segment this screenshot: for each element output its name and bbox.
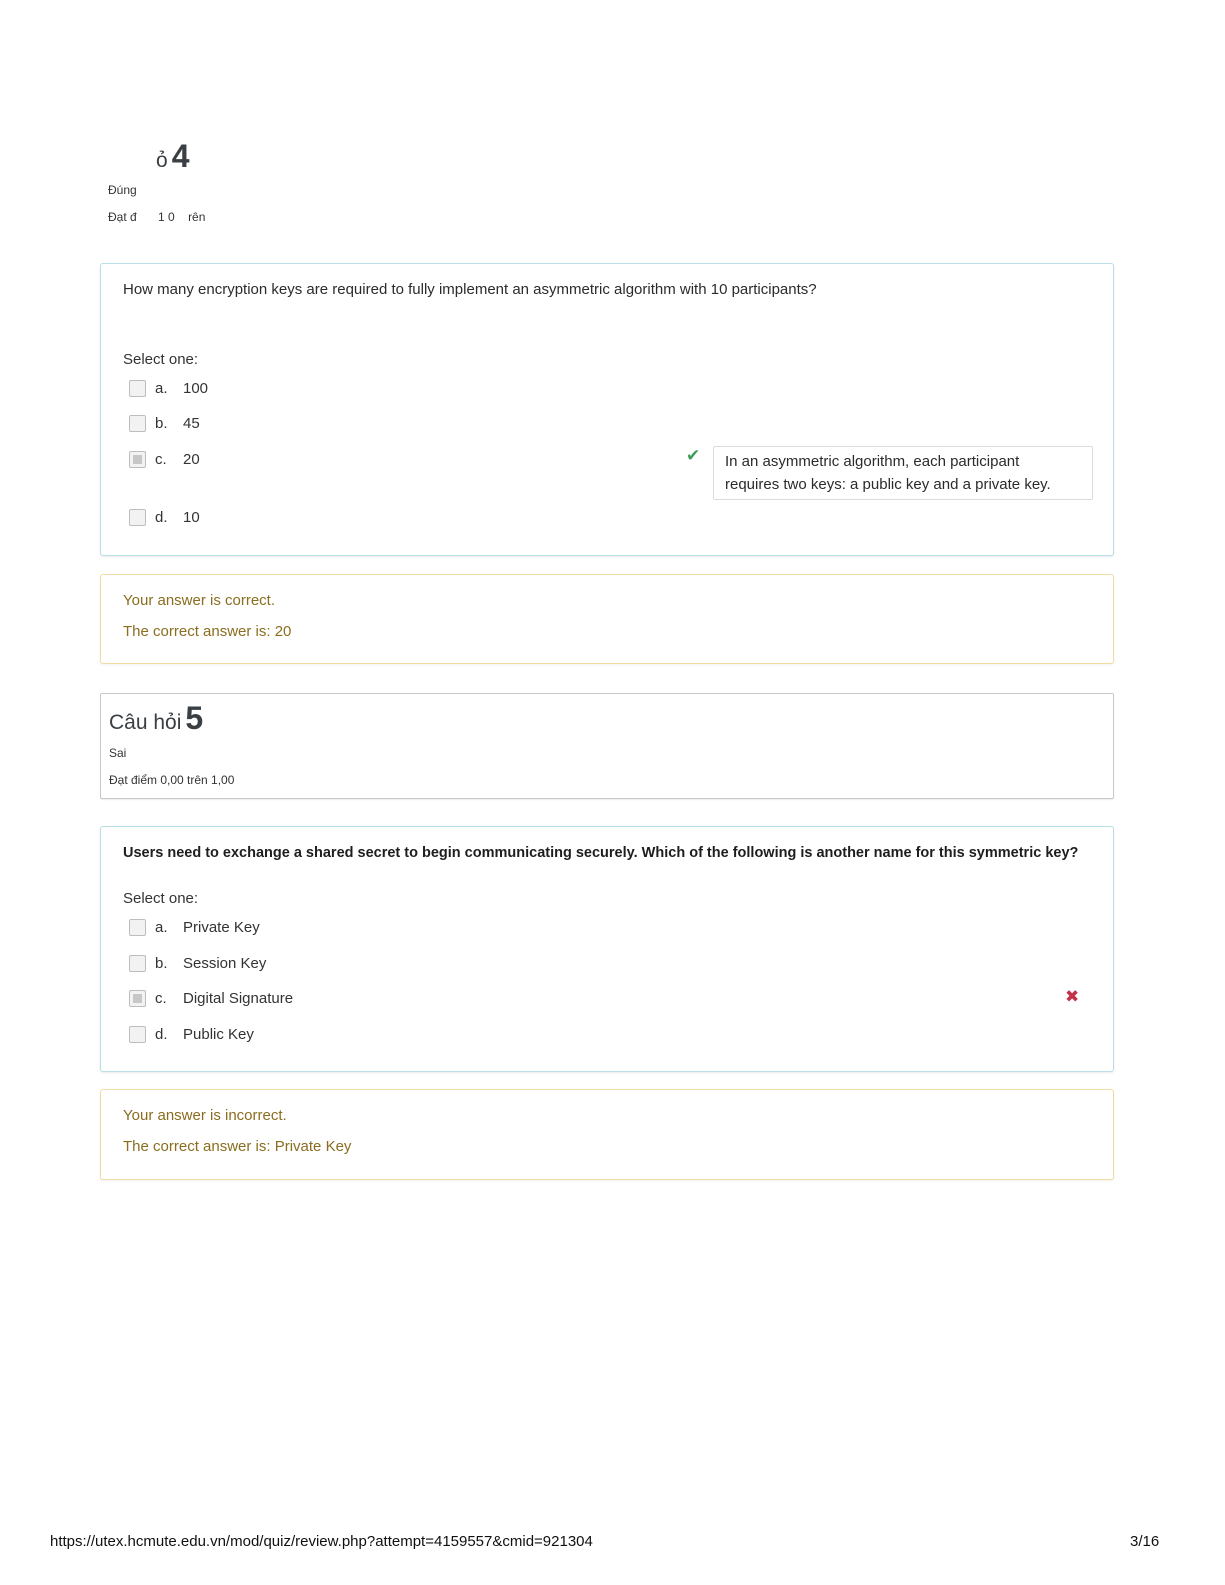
option-label: Digital Signature [183, 989, 294, 1007]
question-4-title-prefix: ỏ [156, 149, 168, 172]
question-5-option-c[interactable] [129, 987, 293, 1009]
feedback-line: requires two keys: a public key and a private key. [725, 476, 1051, 493]
question-5-state: Sai [109, 746, 127, 760]
question-5-info [100, 693, 1114, 799]
question-5-prompt: Select one: [123, 890, 199, 907]
question-4-grade-value: 1 0 [158, 210, 175, 224]
option-letter: c. [155, 989, 167, 1007]
radio-button[interactable] [129, 955, 146, 972]
question-5-text: Users need to exchange a shared secret to begin communicating securely. Which of the following is another name for this symmetric key? [123, 845, 1079, 861]
option-letter: b. [155, 954, 168, 972]
option-letter: a. [155, 918, 168, 936]
question-5-formulation [100, 826, 1114, 1072]
question-4-grade [108, 210, 205, 224]
option-letter: a. [155, 379, 168, 397]
radio-button[interactable] [129, 380, 146, 397]
question-4-state: Đúng [108, 183, 137, 197]
question-5-number: 5 [185, 700, 204, 736]
question-4-info [100, 138, 1114, 230]
question-4-specific-feedback [713, 446, 1093, 500]
question-4-option-a[interactable] [129, 377, 208, 399]
option-label: Public Key [183, 1025, 254, 1043]
question-5-option-d[interactable] [129, 1023, 254, 1045]
question-4-grade-suffix: rên [188, 210, 206, 224]
outcome-status: Your answer is incorrect. [123, 1107, 287, 1124]
option-label: Private Key [183, 918, 260, 936]
question-4-outcome [100, 574, 1114, 664]
check-icon: ✔ [686, 446, 701, 465]
question-5-title [109, 700, 203, 737]
question-4-title [156, 138, 189, 175]
radio-button[interactable] [129, 509, 146, 526]
radio-button[interactable] [129, 919, 146, 936]
outcome-status: Your answer is correct. [123, 592, 276, 609]
option-letter: d. [155, 1025, 168, 1043]
radio-button[interactable] [129, 1026, 146, 1043]
footer-url: https://utex.hcmute.edu.vn/mod/quiz/review.php?attempt=4159557&cmid=921304 [50, 1533, 593, 1550]
option-label: 100 [183, 379, 209, 397]
radio-button-selected[interactable] [129, 451, 146, 468]
radio-selected-dot [133, 994, 142, 1003]
question-4-option-b[interactable] [129, 412, 200, 434]
option-label: 20 [183, 450, 200, 468]
question-5-option-b[interactable] [129, 952, 266, 974]
option-label: 10 [183, 508, 200, 526]
question-5-grade: Đạt điểm 0,00 trên 1,00 [109, 773, 235, 787]
question-5-outcome [100, 1089, 1114, 1180]
option-label: 45 [183, 414, 200, 432]
cross-icon: ✖ [1065, 987, 1080, 1006]
question-5-title-prefix: Câu hỏi [109, 711, 182, 734]
radio-button-selected[interactable] [129, 990, 146, 1007]
question-4-text: How many encryption keys are required to fully implement an asymmetric algorithm with 10 participants? [123, 281, 817, 298]
question-4-grade-label: Đạt đ [108, 210, 137, 224]
footer-page-number: 3/16 [1130, 1533, 1160, 1550]
option-letter: d. [155, 508, 168, 526]
question-4-option-d[interactable] [129, 506, 200, 528]
question-4-option-c[interactable] [129, 448, 200, 470]
question-4-prompt: Select one: [123, 351, 199, 368]
option-letter: b. [155, 414, 168, 432]
outcome-correct-answer: The correct answer is: Private Key [123, 1138, 352, 1155]
radio-selected-dot [133, 455, 142, 464]
radio-button[interactable] [129, 415, 146, 432]
question-5-option-a[interactable] [129, 916, 260, 938]
option-letter: c. [155, 450, 167, 468]
question-4-number: 4 [171, 138, 190, 174]
option-label: Session Key [183, 954, 267, 972]
question-4-formulation [100, 263, 1114, 556]
outcome-correct-answer: The correct answer is: 20 [123, 623, 292, 640]
feedback-line: In an asymmetric algorithm, each participant [725, 453, 1020, 470]
